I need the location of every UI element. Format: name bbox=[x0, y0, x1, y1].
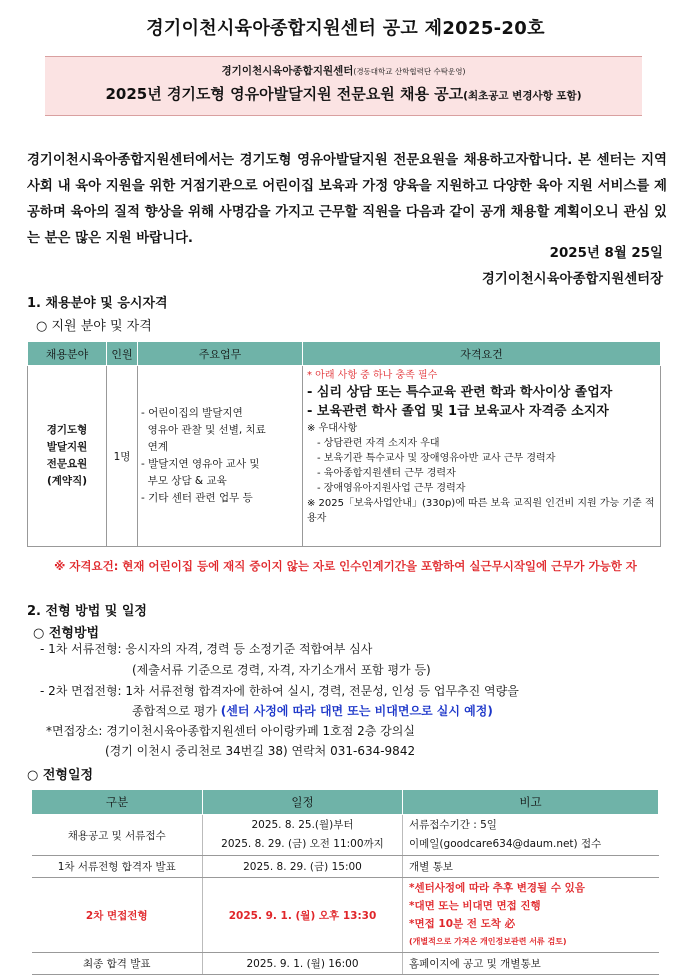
method-line-1b: (제출서류 기준으로 경력, 자격, 자기소개서 포함 평가 등) bbox=[132, 663, 431, 677]
table-row bbox=[32, 856, 659, 878]
banner-heading-note: (최초공고 변경사항 포함) bbox=[463, 90, 582, 102]
intro-paragraph: 경기이천시육아종합지원센터에서는 경기도형 영유아발달지원 전문요원을 채용하고자합니다. 본 센터는 지역사회 내 육아 지원을 위한 거점기관으로 어린이집 보육과 가정 양육을 지원하고 다양한 육아 지원 서비스를 제공하며 육아의 질적 향상을 위해 사명감을 가지고 근무할 직원을 다음과 같이 공개 채용할 계획이오니 관심 있는 분은 많은 지원 바랍니다. bbox=[27, 153, 667, 246]
pref-item: - 보육기관 특수교사 및 장애영유아반 교사 근무 경력자 bbox=[317, 453, 556, 464]
date-cell: 2025. 9. 1. (월) 오후 13:30 bbox=[203, 878, 403, 953]
date-cell: 2025. 9. 1. (월) 16:00 bbox=[203, 953, 403, 975]
banner-heading: 2025년 경기도형 영유아발달지원 전문요원 채용 공고(최초공고 변경사항 포함) bbox=[105, 85, 582, 103]
interview-address: (경기 이천시 중리천로 34번길 38) 연락처 031-634-9842 bbox=[105, 744, 416, 758]
note-cell: 개별 통보 bbox=[403, 856, 659, 878]
stage-cell: 2차 면접전형 bbox=[32, 878, 203, 953]
method-line-1: - 1차 서류전형: 응시자의 자격, 경력 등 소정기준 적합여부 심사 bbox=[40, 642, 373, 656]
notice-title: 경기이천시육아종합지원센터 공고 제2025-20호 bbox=[146, 18, 545, 39]
th-requirements: 자격요건 bbox=[303, 342, 661, 366]
title-banner bbox=[45, 56, 642, 116]
req-main-2: - 보육관련 학사 졸업 및 1급 보육교사 자격증 소지자 bbox=[307, 404, 609, 419]
method-line-2b-blue: (센터 사정에 따라 대면 또는 비대면으로 실시 예정) bbox=[220, 704, 493, 718]
pref-item: - 육아종합지원센터 근무 경력자 bbox=[317, 468, 456, 479]
note-cell: 홈페이지에 공고 및 개별통보 bbox=[403, 953, 659, 975]
requirements-cell bbox=[303, 366, 661, 547]
table-row bbox=[32, 815, 659, 856]
note-cell: 서류접수기간 : 5일 이메일(goodcare634@daum.net) 접수 bbox=[403, 815, 659, 856]
th-count: 인원 bbox=[107, 342, 138, 366]
stage-cell: 채용공고 및 서류접수 bbox=[32, 815, 203, 856]
th-field: 채용분야 bbox=[28, 342, 107, 366]
req-note: * 아래 사항 중 하나 충족 필수 bbox=[307, 370, 438, 381]
stage-cell: 1차 서류전형 합격자 발표 bbox=[32, 856, 203, 878]
req-main-1: - 심리 상담 또는 특수교육 관련 학과 학사이상 졸업자 bbox=[307, 385, 613, 400]
pref-item: - 장애영유아지원사업 근무 경력자 bbox=[317, 483, 466, 494]
field-cell: 경기도형 발달지원 전문요원 (계약직) bbox=[28, 366, 107, 547]
th-note: 비고 bbox=[403, 790, 659, 815]
date-cell: 2025. 8. 25.(월)부터 2025. 8. 29. (금) 오전 11:00까지 bbox=[203, 815, 403, 856]
method-line-2: - 2차 면접전형: 1차 서류전형 합격자에 한하여 실시, 경력, 전문성, 인성 등 업무추진 역량을 bbox=[40, 684, 519, 698]
notice-org: 경기이천시육아종합지원센터장 bbox=[481, 272, 663, 287]
note-cell: *센터사정에 따라 추후 변경될 수 있음 *대면 또는 비대면 면접 진행 *면접 10분 전 도착 必 (개별적으로 가져온 개인정보관련 서류 검토) bbox=[403, 878, 659, 953]
interview-place: *면접장소: 경기이천시육아종합지원센터 아이랑카페 1호점 2층 강의실 bbox=[46, 724, 415, 738]
table-row bbox=[32, 953, 659, 975]
schedule-table bbox=[31, 789, 659, 975]
section1-subheading: ○ 지원 분야 및 자격 bbox=[36, 319, 152, 334]
qualification-table bbox=[27, 341, 661, 547]
duties-cell: - 어린이집의 발달지연 영유아 관찰 및 선별, 치료 연계 - 발달지연 영유아 교사 및 부모 상담 & 교육 - 기타 센터 관련 업무 등 bbox=[138, 366, 303, 547]
notice-date: 2025년 8월 25일 bbox=[549, 246, 663, 261]
method-heading: ○ 전형방법 bbox=[33, 626, 100, 641]
banner-subtitle-note: (경동대학교 산학협력단 수탁운영) bbox=[353, 67, 466, 76]
pref-title: ※ 우대사항 bbox=[307, 423, 358, 434]
qualification-warning: ※ 자격요건: 현재 어린이집 등에 재직 중이지 않는 자로 인수인계기간을 포함하여 실근무시작일에 근무가 가능한 자 bbox=[54, 559, 637, 573]
pref-item: - 상담관련 자격 소지자 우대 bbox=[317, 438, 440, 449]
th-stage: 구분 bbox=[32, 790, 203, 815]
stage-cell: 최종 합격 발표 bbox=[32, 953, 203, 975]
banner-subtitle: 경기이천시육아종합지원센터(경동대학교 산학협력단 수탁운영) bbox=[221, 65, 466, 77]
date-cell: 2025. 8. 29. (금) 15:00 bbox=[203, 856, 403, 878]
th-duties: 주요업무 bbox=[138, 342, 303, 366]
pay-note: ※ 2025「보육사업안내」(330p)에 따른 보육 교직원 인건비 지원 가능 기준 적용자 bbox=[307, 498, 655, 524]
schedule-heading: ○ 전형일정 bbox=[27, 768, 94, 783]
section2-heading: 2. 전형 방법 및 일정 bbox=[27, 604, 147, 619]
method-line-2b: 종합적으로 평가 (센터 사정에 따라 대면 또는 비대면으로 실시 예정) bbox=[132, 704, 493, 718]
section1-heading: 1. 채용분야 및 응시자격 bbox=[27, 296, 168, 311]
th-date: 일정 bbox=[203, 790, 403, 815]
count-cell: 1명 bbox=[107, 366, 138, 547]
table-row bbox=[32, 878, 659, 953]
